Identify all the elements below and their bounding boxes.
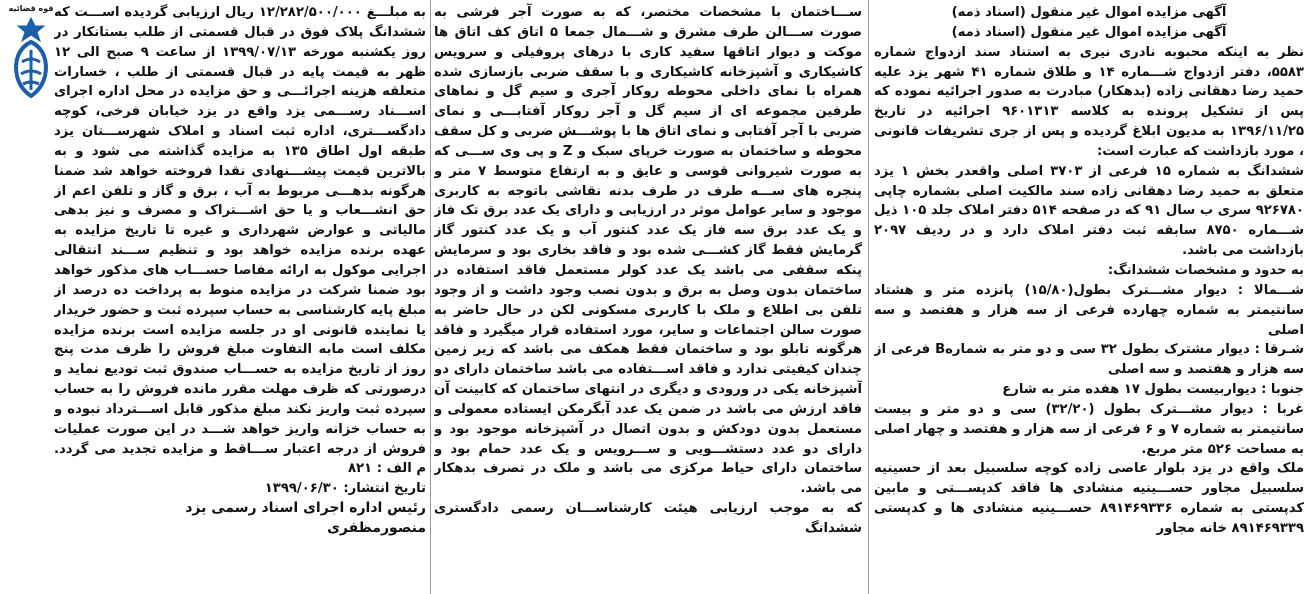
property-description: ششدانگ به شماره ۱۵ فرعی از ۳۷۰۳ اصلی واقعدر بخش ۱ یزد متعلق به حمید رضا دهقانی زاده سند مالکیت اصلی بشماره چاپی ۹۲۶۷۸۰ سری ب سال ۹۱ که در صفحه ۵۱۴ دفتر املاک جلد ۱۰۵ ذیل شـــماره ۸۷۵۰ سابقه ثبت دفتر املاک دارد و در ردیف ۲۰۹۷ بازداشت می باشد. xyxy=(874,163,1304,259)
bound-west: غربا : دیوار مشـــترک بطول (۳۲/۲۰) سی و دو متر و بیست سانتیمتر به شماره ۷ و ۶ فرعی از سه هزار و هفتصد و چهار اصلی به مساحت ۵۲۶ متر مربع. xyxy=(874,401,1304,457)
judiciary-emblem-icon xyxy=(8,4,54,104)
column-divider xyxy=(430,0,431,594)
bound-south: جنوبا : دیواربیست بطول ۱۷ هفده متر به شارع xyxy=(1002,382,1304,398)
building-description: ســـاختمان با مشخصات مختصر، که به صورت آجر فرشی به صورت ســـالن طرف مشرق و شـــمال جمعا ۵ اتاق کف اتاق ها موکت و دیوار اتاقها سفید کاری با درهای پروفیلی و سرویس کاشیکاری و آشپزخانه کاشیکاری و با سقف ضربی بازسازی شده همراه با نمای داخلی محوطه روکار آجری و سیم گل و نماهای طرفین مجموعه ای از سیم گل و آجر روکار آفتابـــی و نمای ضربی با آجر آفتابی و نمای اتاق ها با پوشـــش ضربی و کل سقف محوطه و ساختمان به صورت خرپای سبک و Z و پی وی ســـی که به صورت شیروانی قوسی و عایق و به ارتفاع متوسط ۷ متر و پنجره های ســـه طرف در طرف بدنه نقاشی باتوجه به کاربری موجود و سایر عوامل موثر در ارزیابی و دارای یک عدد برق تک فاز و یک عدد برق سه فاز یک عدد کنتور آب و یک عدد کنتور گاز گرمایش فقط گاز کشـــی شده بود و فاقد بخاری بود و سرمایش پنکه سقفی می باشد یک عدد کولر مستعمل فاقد استفاده در ساختمان بدون وصل به برق و بدون نصب وجود داشت و از وجود تلفن بی اطلاع و ملک با کاربری مسکونی لکن در حال حاضر به صورت سالن اجتماعات و سایر، مورد استفاده قرار میگیرد و فاقد هرگونه تابلو بود و ساختمان فقط همکف می باشد که زیر زمین چندان کیفیتی ندارد و فاقد اســـتفاده می باشد ساختمان دارای دو آشپزخانه یکی در ورودی و دیگری در انتهای ساختمان که کابینت آن فاقد ارزش می باشد در ضمن یک عدد آبگرمکن ایستاده معمولی و مستعمل بدون دودکش و بدون اتصال در آشپزخانه موجود بود و دارای دو عدد دستشـــویی و ســـرویس و یک عدد حمام بود و ساختمان دارای حیاط مرکزی می باشد و ملک در تصرف بدهکار می باشد. xyxy=(434,5,862,497)
auction-terms: به مبلـــغ ۱۲/۲۸۲/۵۰۰/۰۰۰ ریال ارزیابی گردیده اســـت که ششدانگ پلاک فوق در قبال قسمتی از طلب بستانکار در روز یکشنبه مورخه ۱۳۹۹/۰۷/۱۳ از ساعت ۹ صبح الی ۱۲ ظهر به قیمت پایه در قبال قسمتی از طلب ، خسارات متعلقه هزینه اجرائـــی و حق مزایده در محل اداره اجرای اســـناد رســـمی یزد واقع در یزد خیابان فرخی، کوچه دادگســـتری، اداره ثبت اسناد و املاک شهرســـتان یزد طبقه اول اطاق ۱۳۵ به مزایده گذاشته می شود و به بالاترین قیمت پیشـــنهادی نقدا فروخته خواهد شد ضمنا هرگونه بدهـــی مربوط به آب ، برق و گاز و تلفن اعم از حق انشـــعاب و یا حق اشـــتراک و مصرف و نیز بدهی مالیاتی و عوارض شهرداری و غیره تا تاریخ مزایده به عهده برنده مزایده خواهد بود و تنظیم ســـند انتقالی اجرایی موکول به ارائه مفاصا حســـاب های مذکور خواهد بود ضمنا شرکت در مزایده منوط به پرداخت ده درصد از مبلغ پایه کارشناسی به حساب سپرده ثبت و حضور خریدار یا نماینده قانونی او در جلسه مزایده است برنده مزایده مکلف است مابه التفاوت مبلغ فروش را ظرف مدت پنج روز از تاریخ مزایده به حســـاب صندوق ثبت تودیع نماید و درصورتی که ظرف مهلت مقرر مانده فروش را به حساب سپرده ثبت واریز نکند مبلغ مذکور قابل اســـترداد نبوده و به حساب خزانه واریز خواهد شـــد در این صورت عملیات فروش از درجه اعتبار ســـاقط و مزایده تجدید می گردد. م الف : ۸۲۱ xyxy=(54,5,426,477)
notice-column-middle xyxy=(434,3,862,594)
property-location: ملک واقع در یزد بلوار عاصی زاده کوچه سلسبیل بعد از حسینیه سلسبیل مجاور حســـینیه منشادی ها فاقد کدپســـتی و مابین کدپستی به شماره ۸۹۱۴۶۹۳۳۶ حســـینیه منشادی ها و کدپستی ۸۹۱۴۶۹۳۳۹ خانه مجاور xyxy=(874,461,1304,536)
notice-column-left xyxy=(54,3,426,594)
notice-column-right xyxy=(874,3,1304,594)
valuation-lead: که به موجب ارزیابی هیئت کارشناســـان رسمی دادگستری ششدانگ xyxy=(434,501,862,536)
emblem-caption: قوه قضائیه xyxy=(8,4,54,13)
notice-heading: آگهی مزایده اموال غیر منقول (اسناد ذمه) xyxy=(951,5,1227,20)
signature-name: منصورمظفری xyxy=(327,519,426,536)
bounds-title: به حدود و مشخصات ششدانگ: xyxy=(1107,262,1304,278)
bound-north: شـــمالا : دیوار مشـــترک بطول(۱۵/۸۰) پانزده متر و هشتاد سانتیمتر به شماره چهارده فرعی از سه هزار و هفتصد و سه اصلی xyxy=(874,282,1304,338)
bound-east: شـرقا : دیوار مشترک بطول ۳۲ سی و دو متر به شمارهB فرعی از سه هزار و هفتصد و سه اصلی xyxy=(874,342,1304,378)
signature-title: رئیس اداره اجرای اسناد رسمی یزد xyxy=(185,500,426,517)
judiciary-emblem xyxy=(8,4,54,104)
notice-intro: نظر به اینکه محبوبه نادری نیری به استناد سند ازدواج شماره ۵۵۸۳، دفتر ازدواج شـــماره ۱۴ و طلاق شماره ۴۱ شهر یزد علیه حمید رضا دهقانی زاده (بدهکار) مبادرت به صدور اجرائیه نموده که پس از تشکیل پرونده به کلاسه ۹۶۰۱۳۱۳ اجرائیه در تاریخ ۱۳۹۶/۱۱/۲۵ به مدیون ابلاغ گردیده و پس از جری تشریفات قانونی ، مورد بازداشت که عبارت است: xyxy=(874,44,1304,159)
column-divider xyxy=(868,0,869,594)
publish-date: تاریخ انتشار: ۱۳۹۹/۰۶/۳۰ xyxy=(264,481,426,497)
notice-heading: آگهی مزایده اموال غیر منقول (اسناد ذمه) xyxy=(951,24,1227,40)
